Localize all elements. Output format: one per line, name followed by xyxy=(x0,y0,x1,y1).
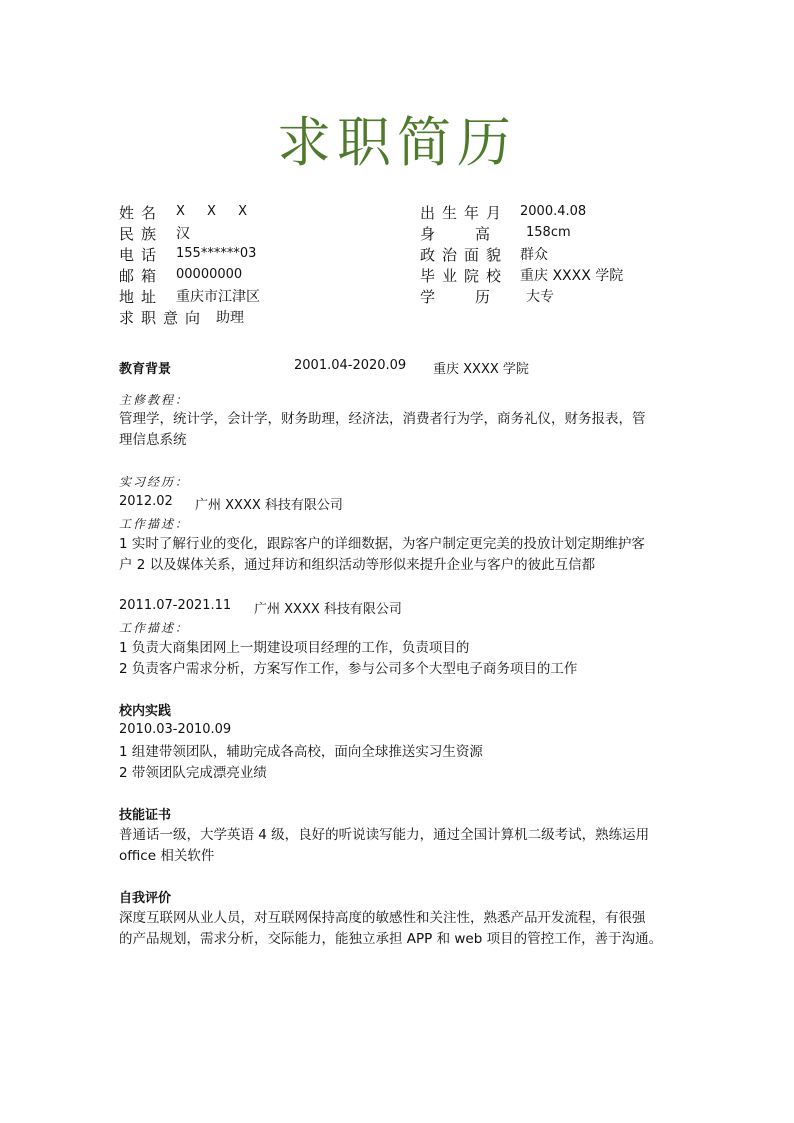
ethnicity-value: 汉 xyxy=(176,226,190,242)
height-value: 158cm xyxy=(526,225,571,240)
skills-text xyxy=(119,825,675,867)
job1-desc-label: 工作描述： xyxy=(119,517,190,531)
name-value: X X X xyxy=(176,204,256,219)
intent-value: 助理 xyxy=(216,310,244,326)
degree-value: 大专 xyxy=(526,289,554,305)
email-label: 邮箱 xyxy=(119,267,164,285)
courses-text xyxy=(119,409,675,451)
school-label: 毕业院校 xyxy=(420,267,509,285)
courses-label: 主修教程： xyxy=(119,393,190,407)
job1-desc-line: 户 2 以及媒体关系，通过拜访和组织活动等形似来提升企业与客户的彼此互信都 xyxy=(119,557,596,573)
internship-label: 实习经历： xyxy=(119,475,190,489)
birth-value: 2000.4.08 xyxy=(520,204,587,219)
phone-value: 155******03 xyxy=(176,246,257,261)
birth-label: 出生年月 xyxy=(420,204,509,222)
intent-label: 求职意向 xyxy=(119,309,208,327)
education-school: 重庆 XXXX 学院 xyxy=(433,362,529,377)
ethnicity-label: 民族 xyxy=(119,225,164,243)
skills-line: 普通话一级，大学英语 4 级，良好的听说读写能力，通过全国计算机二级考试，熟练运用 xyxy=(119,827,650,843)
campus-line: 1 组建带领团队，辅助完成各高校，面向全球推送实习生资源 xyxy=(119,744,483,760)
education-period: 2001.04-2020.09 xyxy=(294,358,407,373)
job2-desc-label: 工作描述： xyxy=(119,621,190,635)
name-label: 姓名 xyxy=(119,204,164,222)
job1-desc-line: 1 实时了解行业的变化，跟踪客户的详细数据，为客户制定更完美的投放计划定期维护客 xyxy=(119,536,645,552)
courses-line: 管理学，统计学，会计学，财务助理，经济法，消费者行为学，商务礼仪，财务报表，管 xyxy=(119,411,646,427)
address-value: 重庆市江津区 xyxy=(176,289,260,305)
school-value: 重庆 XXXX 学院 xyxy=(520,268,624,284)
job2-period: 2011.07-2021.11 xyxy=(119,598,232,613)
job1-desc xyxy=(119,534,675,576)
job2-desc xyxy=(119,638,675,680)
resume-title: 求职简历 xyxy=(277,111,517,174)
campus-heading: 校内实践 xyxy=(119,704,172,719)
skills-heading: 技能证书 xyxy=(119,808,172,823)
phone-label: 电话 xyxy=(119,246,164,264)
job2-desc-line: 2 负责客户需求分析，方案写作工作，参与公司多个大型电子商务项目的工作 xyxy=(119,661,578,677)
height-label: 身高 xyxy=(420,225,531,243)
job1-period: 2012.02 xyxy=(119,494,173,509)
email-value: 00000000 xyxy=(176,267,243,282)
job2-desc-line: 1 负责大商集团网上一期建设项目经理的工作，负责项目的 xyxy=(119,640,470,656)
self-evaluation-text xyxy=(119,908,675,950)
self-evaluation-line: 深度互联网从业人员，对互联网保持高度的敏感性和关注性，熟悉产品开发流程，有很强 xyxy=(119,910,646,926)
campus-period: 2010.03-2010.09 xyxy=(119,722,232,737)
address-label: 地址 xyxy=(119,288,164,306)
self-evaluation-heading: 自我评价 xyxy=(119,891,172,906)
campus-line: 2 带领团队完成漂亮业绩 xyxy=(119,765,267,781)
politics-value: 群众 xyxy=(520,247,548,263)
skills-line: office 相关软件 xyxy=(119,848,215,864)
courses-line: 理信息系统 xyxy=(119,432,187,448)
degree-label: 学历 xyxy=(420,288,531,306)
self-evaluation-line: 的产品规划，需求分析，交际能力，能独立承担 APP 和 web 项目的管控工作，善于沟通。 xyxy=(119,931,663,947)
education-heading: 教育背景 xyxy=(119,362,172,377)
job2-company: 广州 XXXX 科技有限公司 xyxy=(254,602,402,617)
campus-text xyxy=(119,742,675,784)
politics-label: 政治面貌 xyxy=(420,246,509,264)
job1-company: 广州 XXXX 科技有限公司 xyxy=(195,498,343,513)
